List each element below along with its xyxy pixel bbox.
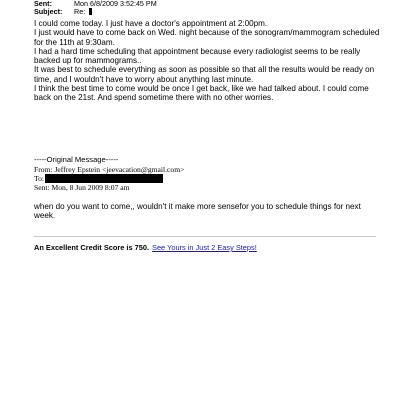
ad-link[interactable]: See Yours in Just 2 Easy Steps! bbox=[152, 243, 257, 252]
body-paragraph: I think the best time to come would be once I get back, like we had talked about. I could come back on the 21st. And spend sometime there with no other worries. bbox=[34, 84, 369, 103]
subject-redaction bbox=[89, 8, 92, 15]
original-to-label: To: bbox=[34, 174, 45, 184]
footer-divider bbox=[34, 236, 376, 237]
body-paragraph: I had a hard time scheduling that appointment because every radiologist seems to be really backed up for mammograms.. bbox=[34, 46, 361, 66]
footer-ad bbox=[34, 243, 257, 252]
sent-label: Sent: bbox=[34, 0, 52, 8]
to-redaction bbox=[45, 174, 163, 183]
body-paragraph: It was best to schedule everything as soon as possible so that all the results would be ready on time, and I wouldn't have to worry about anything last minute. bbox=[34, 65, 375, 84]
message-body bbox=[34, 19, 384, 103]
original-from: From: Jeffrey Epstein <jeevacation@gmail.com> bbox=[34, 165, 185, 174]
original-sent: Sent: Mon, 8 Jun 2009 8:07 am bbox=[34, 183, 130, 193]
original-to-row bbox=[34, 174, 184, 183]
original-message-separator: -----Original Message----- bbox=[34, 155, 119, 164]
original-message-body: when do you want to come,, wouldn't it make more sensefor you to schedule things for next week. bbox=[34, 202, 361, 221]
body-paragraph: I could come today. I just have a doctor's appointment at 2:00pm. bbox=[34, 19, 268, 28]
subject-value: Re: bbox=[74, 7, 86, 16]
ad-text: An Excellent Credit Score is 750. bbox=[34, 243, 150, 252]
subject-label: Subject: bbox=[34, 7, 63, 16]
body-paragraph: I just would have to come back on Wed. night because of the sonogram/mammogram scheduled for the 11th at 9:30am. bbox=[34, 28, 380, 47]
original-message-header bbox=[34, 165, 184, 193]
subject-row bbox=[34, 7, 92, 16]
sent-value: Mon 6/8/2009 3:52:45 PM bbox=[74, 0, 157, 8]
